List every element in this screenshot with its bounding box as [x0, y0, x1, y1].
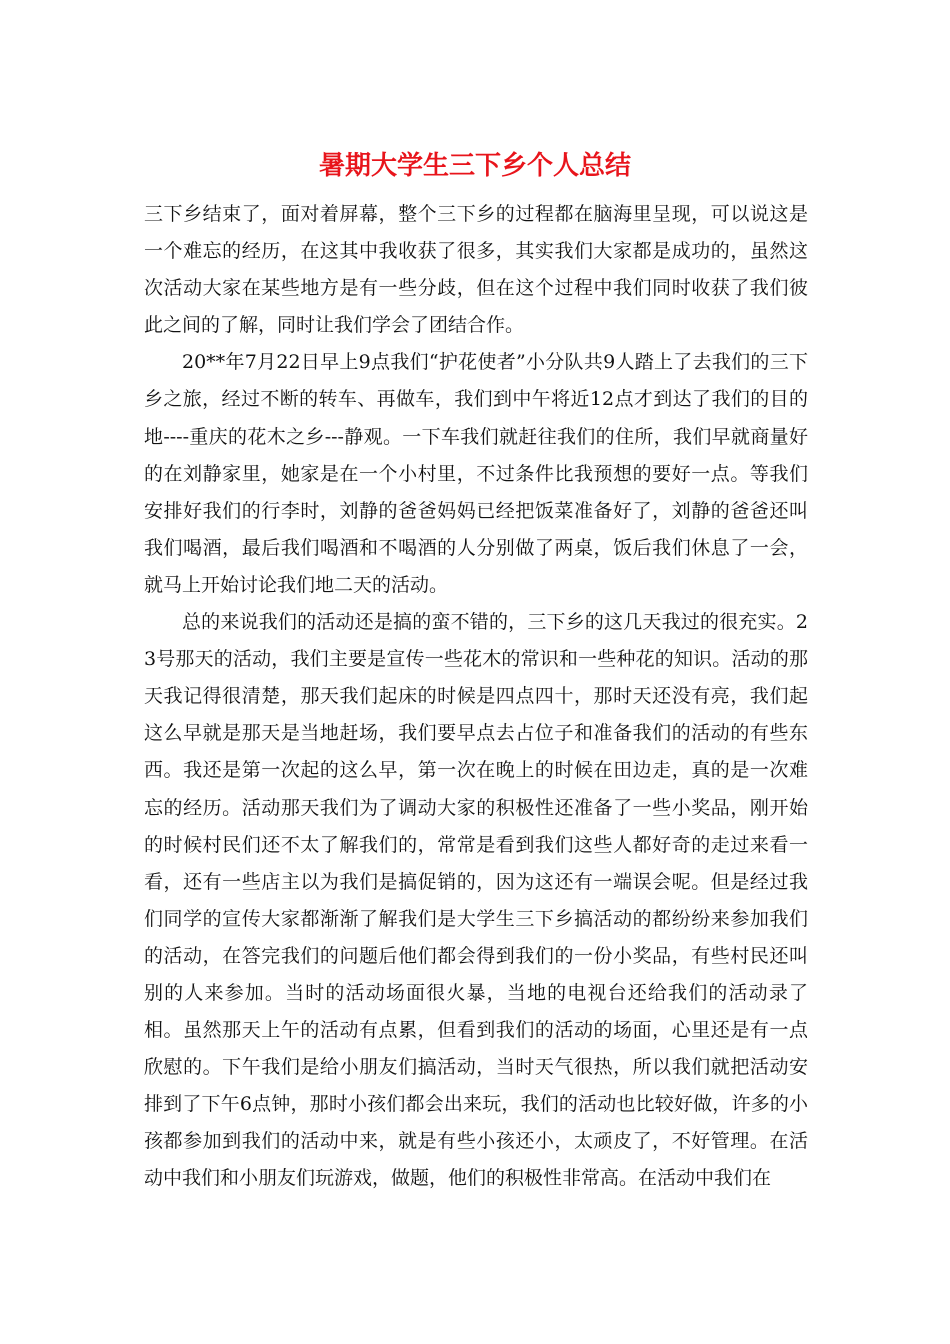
- paragraph-3: 总的来说我们的活动还是搞的蛮不错的，三下乡的这几天我过的很充实。23号那天的活动，我们主要是宣传一些花木的常识和一些种花的知识。活动的那天我记得很清楚，那天我们起床的时候是四点四十，那时天还没有亮，我们起这么早就是那天是当地赶场，我们要早点去占位子和准备我们的活动的有些东西。我还是第一次起的这么早，第一次在晚上的时候在田边走，真的是一次难忘的经历。活动那天我们为了调动大家的积极性还准备了一些小奖品，刚开始的时候村民们还不太了解我们的，常常是看到我们这些人都好奇的走过来看一看，还有一些店主以为我们是搞促销的，因为这还有一端误会呢。但是经过我们同学的宣传大家都渐渐了解我们是大学生三下乡搞活动的都纷纷来参加我们的活动，在答完我们的问题后他们都会得到我们的一份小奖品，有些村民还叫别的人来参加。当时的活动场面很火暴，当地的电视台还给我们的活动录了相。虽然那天上午的活动有点累，但看到我们的活动的场面，心里还是有一点欣慰的。下午我们是给小朋友们搞活动，当时天气很热，所以我们就把活动安排到了下午6点钟，那时小孩们都会出来玩，我们的活动也比较好做，许多的小孩都参加到我们的活动中来，就是有些小孩还小，太顽皮了，不好管理。在活动中我们和小朋友们玩游戏，做题，他们的积极性非常高。在活动中我们在: [144, 611, 808, 1190]
- paragraph-1: 三下乡结束了，面对着屏幕，整个三下乡的过程都在脑海里呈现，可以说这是一个难忘的经历，在这其中我收获了很多，其实我们大家都是成功的，虽然这次活动大家在某些地方是有一些分歧，但在这个过程中我们同时收获了我们彼此之间的了解，同时让我们学会了团结合作。: [144, 203, 808, 337]
- paragraph-2: 20**年7月22日早上9点我们“护花使者”小分队共9人踏上了去我们的三下乡之旅，经过不断的转车、再做车，我们到中午将近12点才到达了我们的目的地----重庆的花木之乡---静观。一下车我们就赶往我们的住所，我们早就商量好的在刘静家里，她家是在一个小村里，不过条件比我预想的要好一点。等我们安排好我们的行李时，刘静的爸爸妈妈已经把饭菜准备好了，刘静的爸爸还叫我们喝酒，最后我们喝酒和不喝酒的人分别做了两桌，饭后我们休息了一会，就马上开始讨论我们地二天的活动。: [144, 351, 808, 596]
- document-title: 暑期大学生三下乡个人总结: [318, 151, 631, 181]
- document-body: [144, 196, 808, 1198]
